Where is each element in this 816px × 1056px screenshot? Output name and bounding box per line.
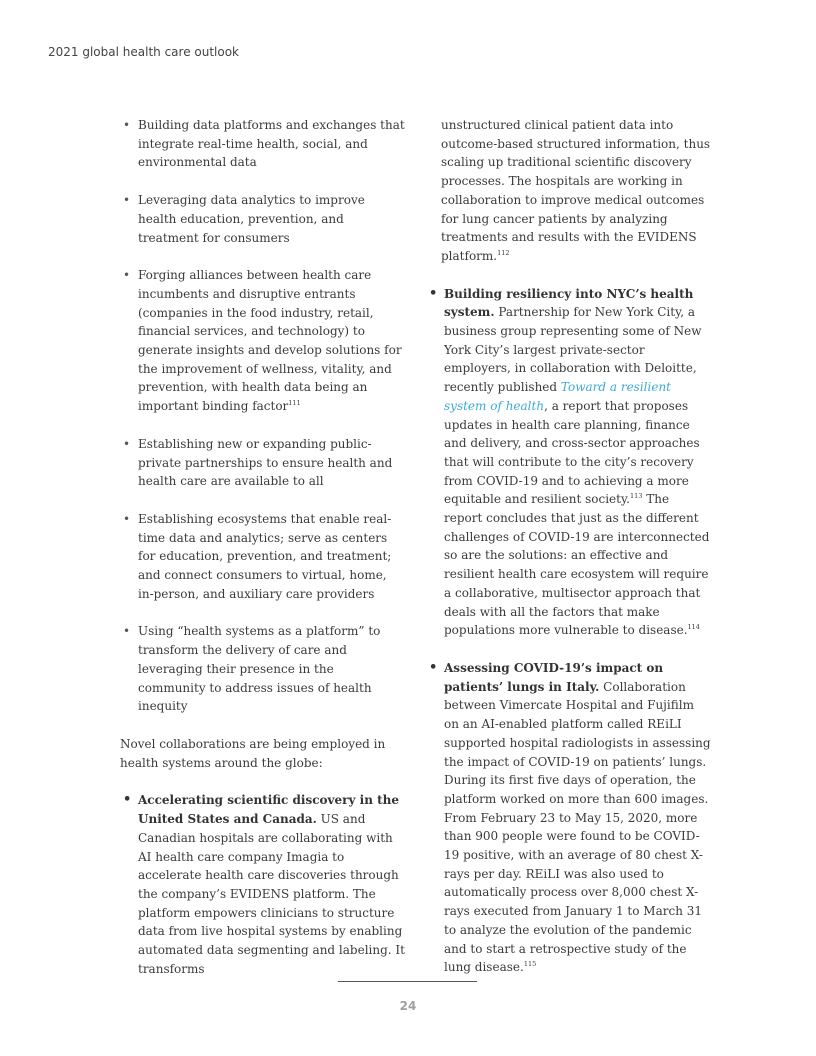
footer-divider xyxy=(338,981,477,982)
document-header: 2021 global health care outlook xyxy=(48,45,240,59)
page-number: 24 xyxy=(399,999,417,1013)
bullet-dot: • xyxy=(123,268,131,283)
strategy-bullet-list xyxy=(120,116,405,716)
example-bullet: • Assessing COVID-19’s impact on patients’ lungs in Italy. Collaboration between Vimercate Hospital and Fujifilm on an AI-enabled platform called REiLI supported hospital radiologists in assessing the impact of COVID-19 on patients’ lungs. During its first five days of operation, the platform worked on more than 600 images. From February 23 to May 15, 2020, more than 900 people were found to be COVID-19 positive, with an average of 80 chest X-rays per day. REiLI was also used to automatically process over 8,000 chest X-rays executed from January 1 to March 31 to analyze the evolution of the pandemic and to start a retrospective study of the lung disease.$^{115}$ xyxy=(429,659,711,975)
bullet-item: • Forging alliances between health care incumbents and disruptive entrants (companies in the food industry, retail, financial services, and technology) to generate insights and develop solutions for the improvement of wellness, vitality, and prevention, with health data being an important binding factor$^{111}$ xyxy=(123,268,402,414)
bullet-dot: • xyxy=(123,193,131,208)
example-lead: Building resiliency into NYC’s health system. xyxy=(444,286,694,320)
footnote-ref: 111 xyxy=(288,399,301,408)
example-bullet-list-continued xyxy=(426,285,711,977)
bullet-dot: • xyxy=(123,624,131,639)
example-lead: Accelerating scientific discovery in the United States and Canada. xyxy=(138,793,399,827)
bullet-item: • Establishing ecosystems that enable real-time data and analytics; serve as centers for education, prevention, and treatment; and connect consumers to virtual, home, in-person, and auxiliary care providers xyxy=(123,511,392,601)
intro-paragraph: Novel collaborations are being employed in health systems around the globe: xyxy=(120,736,386,770)
bullet-item: • Building data platforms and exchanges that integrate real-time health, social, and environmental data xyxy=(123,118,405,170)
bullet-dot: • xyxy=(123,436,131,451)
bullet-item: • Using “health systems as a platform” to transform the delivery of care and leveraging their presence in the community to address issues of health inequity xyxy=(123,624,381,714)
report-link[interactable]: Toward a resilient system of health xyxy=(444,380,672,413)
example-bullet-list xyxy=(120,791,405,978)
footnote-ref: 112 xyxy=(497,248,510,257)
example-bullet xyxy=(120,791,405,978)
bullet-item: • Leveraging data analytics to improve health education, prevention, and treatment for consumers xyxy=(123,193,365,245)
bullet-dot: • xyxy=(429,659,438,675)
example-continuation: unstructured clinical patient data into outcome-based structured information, thus scaling up traditional scientific discovery processes. The hospitals are working in collaboration to improve medical outcomes for lung cancer patients by analyzing treatments and results with the EVIDENS platform.$^{112}$ xyxy=(441,118,711,263)
bullet-dot: • xyxy=(123,118,131,132)
bullet-dot: • xyxy=(123,792,132,808)
footnote-ref: 114 xyxy=(687,623,700,632)
bullet-dot: • xyxy=(429,285,438,301)
bullet-dot: • xyxy=(123,511,131,526)
footnote-ref: 113 xyxy=(629,492,643,501)
bullet-item: • Establishing new or expanding public-private partnerships to ensure health and health care are available to all xyxy=(123,436,393,489)
right-column xyxy=(426,116,711,996)
footnote-ref: 115 xyxy=(523,960,537,969)
example-lead: Assessing COVID-19’s impact on patients’ lungs in Italy. xyxy=(444,660,664,694)
example-body: US and Canadian hospitals are collaborating with AI health care company Imagia to accelerate health care discoveries through the company’s EVIDENS platform. The platform empowers clinicians to structure data from live hospital systems by enabling automated data segmenting and labeling. It transforms xyxy=(138,812,405,976)
left-column xyxy=(120,116,405,997)
example-bullet: • Building resiliency into NYC’s health system. Partnership for New York City, a business group representing some of New York City’s largest private-sector employers, in collaboration with Deloitte, recently published Toward a resilient system of health, a report that proposes updates in health care planning, finance and delivery, and cross-sector approaches that will contribute to the city’s recovery from COVID-19 and to achieving a more equitable and resilient society.$^{113}$ The report concludes that just as the different challenges of COVID-19 are interconnected so are the solutions: an effective and resilient health care ecosystem will require a collaborative, multisector approach that deals with all the factors that make populations more vulnerable to disease.$^{114}$ xyxy=(429,285,710,638)
